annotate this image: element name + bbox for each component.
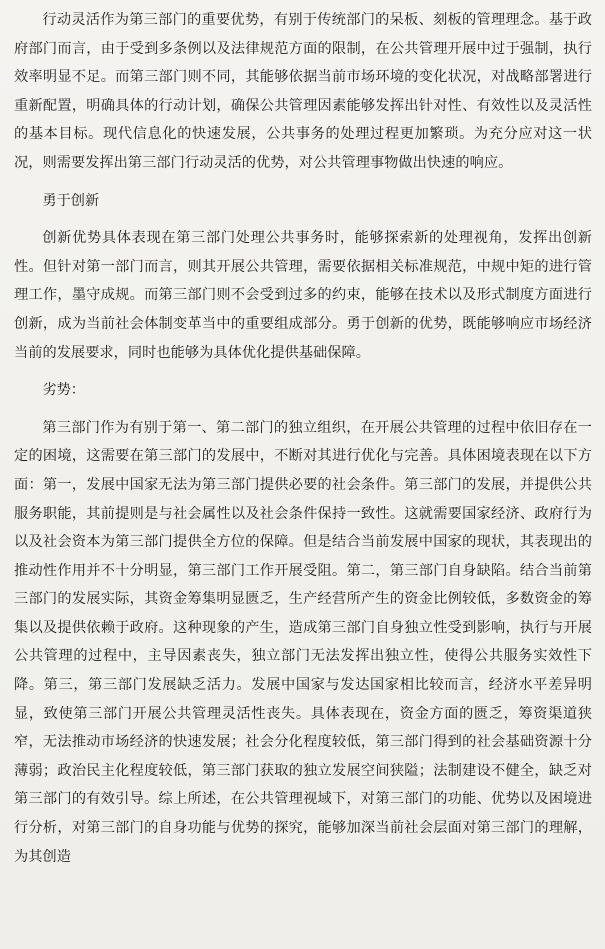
paragraph-disadvantages: 第三部门作为有别于第一、第二部门的独立组织，在开展公共管理的过程中依旧存在一定的困境，这需要在第三部门的发展中，不断对其进行优化与完善。具体困境表现在以下方面：第一，发展中国家无法为第三部门提供必要的社会条件。第三部门的发展，并提供公共服务职能，其前提则是与社会属性以及社会条件保持一致性。这就需要国家经济、政府行为以及社会资本为第三部门提供全方位的保障。但是结合当前发展中国家的现状，其表现出的推动性作用并不十分明显，第三部门工作开展受阻。第二，第三部门自身缺陷。结合当前第三部门的发展实际，其资金筹集明显匮乏，生产经营所产生的资金比例较低，多数资金的筹集以及提供依赖于政府。这种现象的产生，造成第三部门自身独立性受到影响，执行与开展公共管理的过程中，主导因素丧失，独立部门无法发挥出独立性，使得公共服务实效性下降。第三，第三部门发展缺乏活力。发展中国家与发达国家相比较而言，经济水平差异明显，致使第三部门开展公共管理灵活性丧失。具体表现在，资金方面的匮乏，筹资渠道狭窄，无法推动市场经济的快速发展；社会分化程度较低，第三部门得到的社会基础资源十分薄弱；政治民主化程度较低，第三部门获取的独立发展空间狭隘；法制建设不健全，缺乏对第三部门的有效引导。综上所述，在公共管理视域下，对第三部门的功能、优势以及困境进行分析，对第三部门的自身功能与优势的探究，能够加深当前社会层面对第三部门的理解，为其创造 [14, 419, 592, 865]
heading-innovation: 勇于创新 [42, 192, 100, 209]
paragraph-flexibility: 行动灵活作为第三部门的重要优势，有别于传统部门的呆板、刻板的管理理念。基于政府部门而言，由于受到多条例以及法律规范方面的限制，在公共管理开展中过于强制，执行效率明显不足。而第三部门则不同，其能够依据当前市场环境的变化状况，对战略部署进行重新配置，明确具体的行动计划，确保公共管理因素能够发挥出针对性、有效性以及灵活性的基本目标。现代信息化的快速发展，公共事务的处理过程更加繁琐。为充分应对这一状况，则需要发挥出第三部门行动灵活的优势，对公共管理事物做出快速的响应。 [14, 12, 592, 171]
paragraph-innovation: 创新优势具体表现在第三部门处理公共事务时，能够探索新的处理视角，发挥出创新性。但针对第一部门而言，则其开展公共管理，需要依据相关标准规范，中规中矩的进行管理工作，墨守成规。而第三部门则不会受到过多的约束，能够在技术以及形式制度方面进行创新，成为当前社会体制变革当中的重要组成部分。勇于创新的优势，既能够响应市场经济当前的发展要求，同时也能够为具体优化提供基础保障。 [14, 230, 592, 361]
document-body [14, 6, 592, 871]
heading-disadvantages: 劣势： [42, 382, 85, 399]
